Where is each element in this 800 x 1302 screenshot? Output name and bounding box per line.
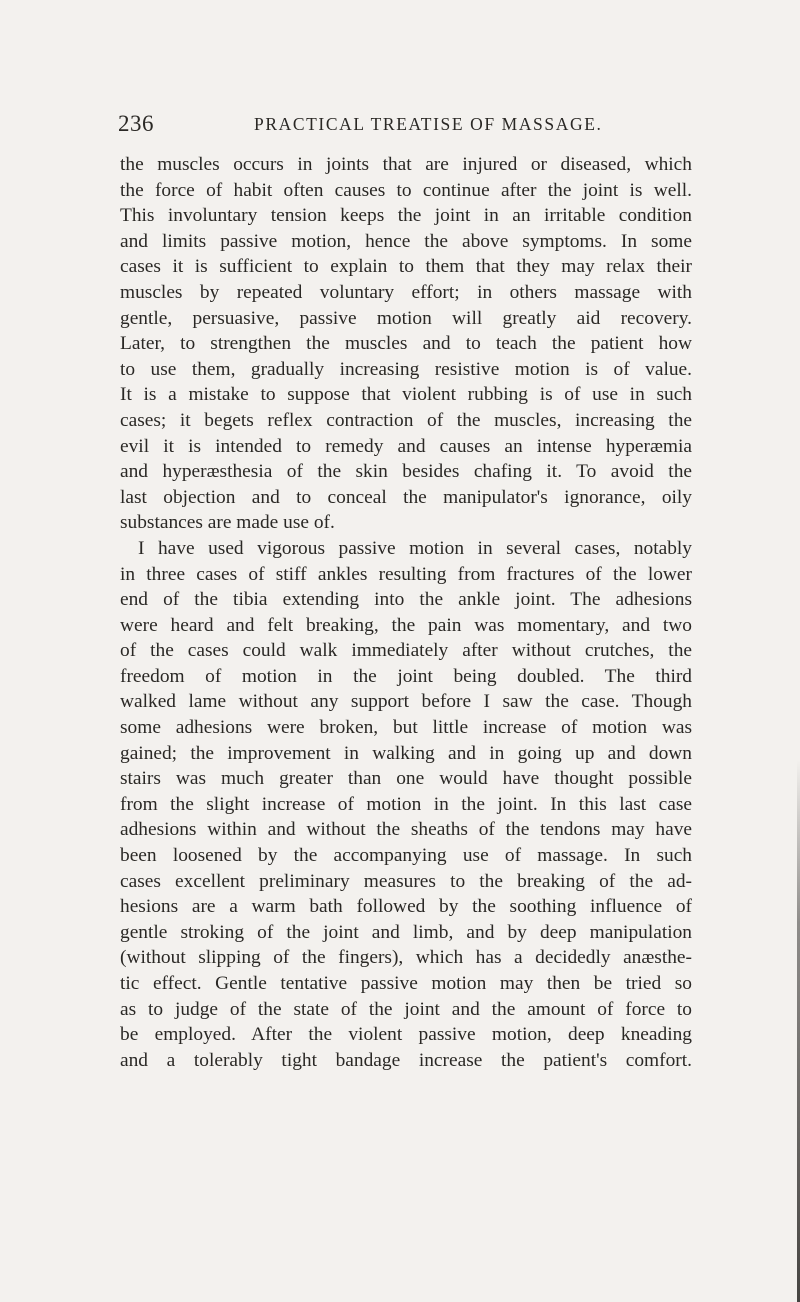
page-number: 236 xyxy=(118,111,154,136)
text-line: of the cases could walk immediately after without crutches, the xyxy=(120,640,692,662)
text-line: last objection and to conceal the manipulator's ignorance, oily xyxy=(120,486,692,508)
text-line: been loosened by the accompanying use of massage. In such xyxy=(120,845,692,867)
text-line: (without slipping of the fingers), which has a decidedly anæsthe- xyxy=(120,947,692,969)
text-line: This involuntary tension keeps the joint in an irritable condition xyxy=(120,205,692,227)
text-line: gentle, persuasive, passive motion will greatly aid recovery. xyxy=(120,307,692,329)
text-line: substances are made use of. xyxy=(120,512,335,534)
text-line: freedom of motion in the joint being doubled. The third xyxy=(120,665,692,687)
text-line: the force of habit often causes to continue after the joint is well. xyxy=(120,179,692,201)
text-line: cases; it begets reflex contraction of the muscles, increasing the xyxy=(120,409,692,431)
text-line: to use them, gradually increasing resistive motion is of value. xyxy=(120,358,692,380)
text-line: be employed. After the violent passive motion, deep kneading xyxy=(120,1024,692,1046)
text-line: and hyperæsthesia of the skin besides chafing it. To avoid the xyxy=(120,461,692,483)
text-line: adhesions within and without the sheaths of the tendons may have xyxy=(120,819,692,841)
text-line: gentle stroking of the joint and limb, and by deep manipulation xyxy=(120,921,692,943)
text-line: It is a mistake to suppose that violent rubbing is of use in such xyxy=(120,384,692,406)
text-line: and a tolerably tight bandage increase the patient's comfort. xyxy=(120,1049,692,1071)
text-line: muscles by repeated voluntary effort; in others massage with xyxy=(120,281,692,303)
text-line: and limits passive motion, hence the above symptoms. In some xyxy=(120,230,692,252)
text-line: Later, to strengthen the muscles and to teach the patient how xyxy=(120,333,692,355)
text-line: some adhesions were broken, but little increase of motion was xyxy=(120,717,692,739)
text-line: as to judge of the state of the joint and the amount of force to xyxy=(120,998,692,1020)
text-line: I have used vigorous passive motion in several cases, notably xyxy=(138,537,692,559)
text-line: were heard and felt breaking, the pain was momentary, and two xyxy=(120,614,692,636)
text-line: hesions are a warm bath followed by the soothing influence of xyxy=(120,896,692,918)
text-line: stairs was much greater than one would have thought possible xyxy=(120,768,692,790)
text-line: cases excellent preliminary measures to the breaking of the ad- xyxy=(120,870,692,892)
text-line: end of the tibia extending into the ankle joint. The adhesions xyxy=(120,589,692,611)
text-line: tic effect. Gentle tentative passive motion may then be tried so xyxy=(120,973,692,994)
page-header xyxy=(118,111,688,137)
text-line: walked lame without any support before I saw the case. Though xyxy=(120,691,692,713)
text-line: in three cases of stiff ankles resulting from fractures of the lower xyxy=(120,563,692,585)
text-line: from the slight increase of motion in the joint. In this last case xyxy=(120,793,692,815)
running-title: PRACTICAL TREATISE OF MASSAGE. xyxy=(254,114,603,134)
text-line: evil it is intended to remedy and causes an intense hyperæmia xyxy=(120,435,692,457)
body-text xyxy=(120,152,692,1073)
text-line: cases it is sufficient to explain to them that they may relax their xyxy=(120,256,692,278)
text-line: the muscles occurs in joints that are injured or diseased, which xyxy=(120,154,692,175)
text-line: gained; the improvement in walking and in going up and down xyxy=(120,742,692,764)
